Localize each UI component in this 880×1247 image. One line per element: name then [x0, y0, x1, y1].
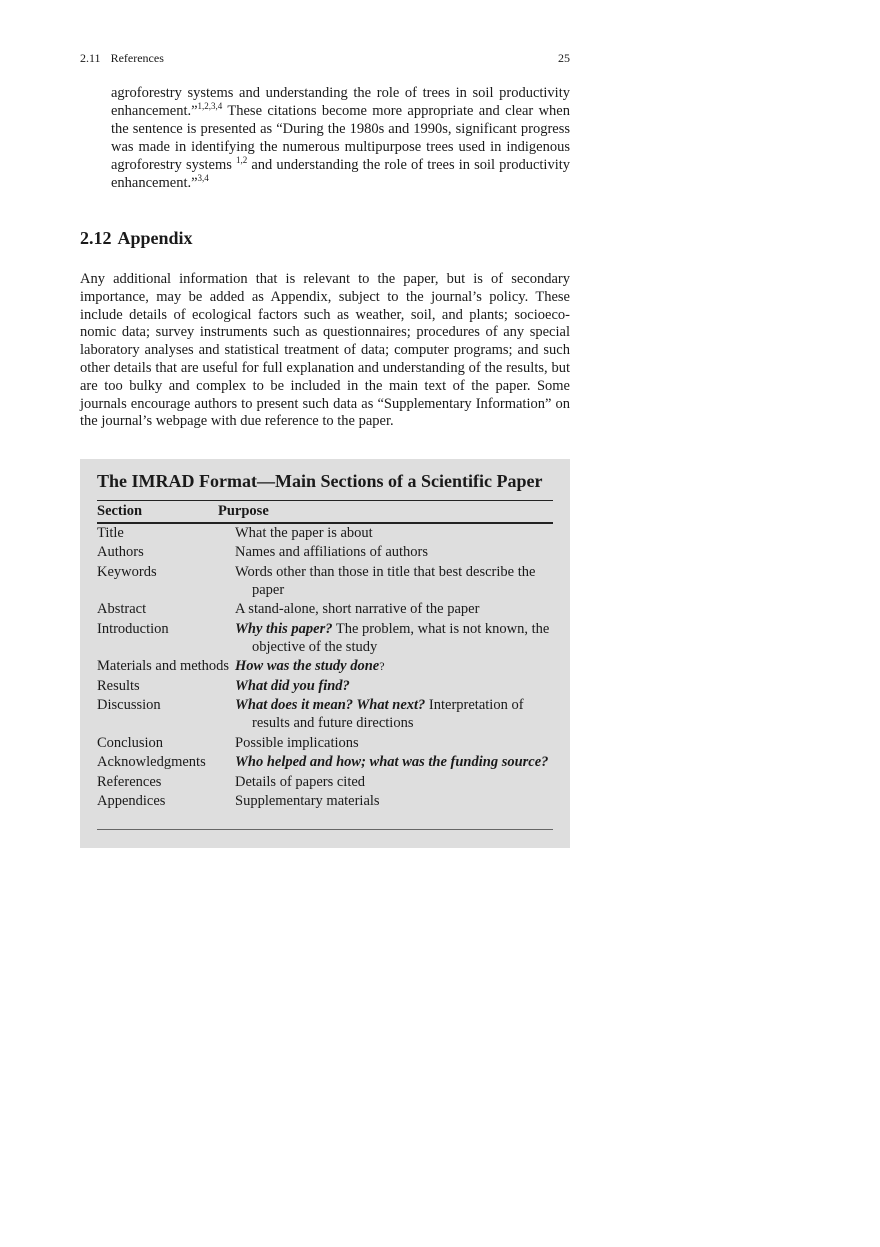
table-row	[97, 563, 557, 599]
row-purpose	[235, 677, 557, 695]
row-purpose	[235, 696, 557, 732]
row-section-name: Abstract	[97, 601, 147, 618]
row-purpose	[235, 792, 557, 810]
purpose-question: Why this paper?	[235, 620, 333, 637]
row-section-name: Materials and methods	[97, 658, 230, 675]
row-purpose	[235, 600, 557, 618]
table-row	[97, 753, 557, 771]
running-head-left	[80, 51, 164, 66]
column-header-section: Section	[97, 503, 143, 519]
purpose-text: Interpretation of results and future directions	[252, 697, 524, 732]
purpose-text: The problem, what is not known, the objective of the study	[252, 620, 550, 655]
table-row	[97, 600, 557, 618]
row-purpose	[235, 620, 557, 656]
purpose-text: Possible implications	[235, 734, 359, 751]
table-row	[97, 657, 557, 675]
section-number: 2.12	[80, 228, 112, 248]
section-heading	[80, 228, 193, 249]
page-number: 25	[558, 51, 570, 65]
row-purpose	[235, 524, 557, 542]
table-row	[97, 524, 557, 542]
body-paragraph: Any additional information that is relevant to the paper, but is of secondary importance, may be added as Appendix, subject to the journal’s policy. These include details of ecological factors such as weather, soil, and plants; socioeconomic data; survey instruments such as questionnaires; procedures of any special laboratory analyses and statistical treatment of data; computer programs; and such other details that are useful for full explanation and understanding of the results, but are too bulky and complex to be included in the main text of the paper. Some journals encourage authors to present such data as “Supplementary Information” on the journal’s webpage with due reference to the paper.	[80, 271, 570, 430]
row-section-name: Introduction	[97, 620, 169, 637]
table-title: The IMRAD Format—Main Sections of a Scientific Paper	[97, 471, 543, 491]
table-row	[97, 792, 557, 810]
running-head	[80, 51, 570, 66]
row-section-name: Keywords	[97, 563, 157, 580]
table-row	[97, 734, 557, 752]
row-purpose	[235, 543, 557, 561]
row-section-name: Conclusion	[97, 734, 164, 751]
purpose-text: What the paper is about	[235, 525, 373, 541]
column-header-purpose: Purpose	[218, 503, 269, 519]
row-section-name: Title	[97, 525, 124, 541]
table-top-rule	[97, 500, 553, 501]
running-head-section-number: 2.11	[80, 51, 101, 65]
row-section-name: Authors	[97, 544, 144, 561]
imrad-table-box	[80, 459, 570, 848]
section-title: Appendix	[117, 228, 193, 248]
purpose-question: Who helped and how; what was the funding source?	[235, 754, 549, 771]
purpose-text: Names and affiliations of authors	[235, 544, 429, 561]
purpose-text: A stand-alone, short narrative of the paper	[235, 601, 480, 618]
citation-superscript-2: 1,2	[235, 155, 248, 165]
table-row	[97, 543, 557, 561]
purpose-question: What does it mean? What next?	[235, 697, 426, 714]
quote-text-1: agroforestry systems and understanding the role of trees in soil productivity enhancement.”	[111, 85, 570, 119]
row-purpose	[235, 773, 557, 791]
quote-text-3: and understanding the role of trees in soil productivity enhancement.”	[111, 157, 571, 191]
citation-superscript-3: 3,4	[197, 173, 209, 183]
table-body	[97, 524, 557, 811]
row-purpose	[235, 657, 557, 675]
indented-quote	[111, 84, 570, 192]
running-head-section-title: References	[110, 51, 164, 65]
table-row	[97, 773, 557, 791]
purpose-text: Supplementary materials	[235, 792, 380, 809]
row-section-name: Results	[97, 677, 140, 694]
table-row	[97, 696, 557, 732]
table-row	[97, 620, 557, 656]
quote-text-2: These citations become more appropriate and clear when the sentence is presented as “During the 1980s and 1990s, significant progress was made in identifying the numerous multipurpose trees used in indigenous agroforestry systems	[111, 103, 570, 173]
purpose-text: ?	[379, 659, 385, 674]
row-section-name: Discussion	[97, 697, 161, 714]
row-purpose	[235, 734, 557, 752]
purpose-text: Details of papers cited	[235, 773, 366, 790]
row-section-name: References	[97, 773, 162, 790]
row-purpose	[235, 563, 557, 599]
row-section-name: Acknowledgments	[97, 754, 206, 771]
purpose-question: How was the study done	[235, 658, 380, 675]
citation-superscript-1: 1,2,3,4	[197, 101, 223, 111]
table-bottom-rule	[97, 829, 553, 830]
row-purpose	[235, 753, 557, 771]
purpose-question: What did you find?	[235, 677, 350, 694]
table-row	[97, 677, 557, 695]
purpose-text: Words other than those in title that best describe the paper	[235, 563, 536, 598]
row-section-name: Appendices	[97, 792, 166, 809]
